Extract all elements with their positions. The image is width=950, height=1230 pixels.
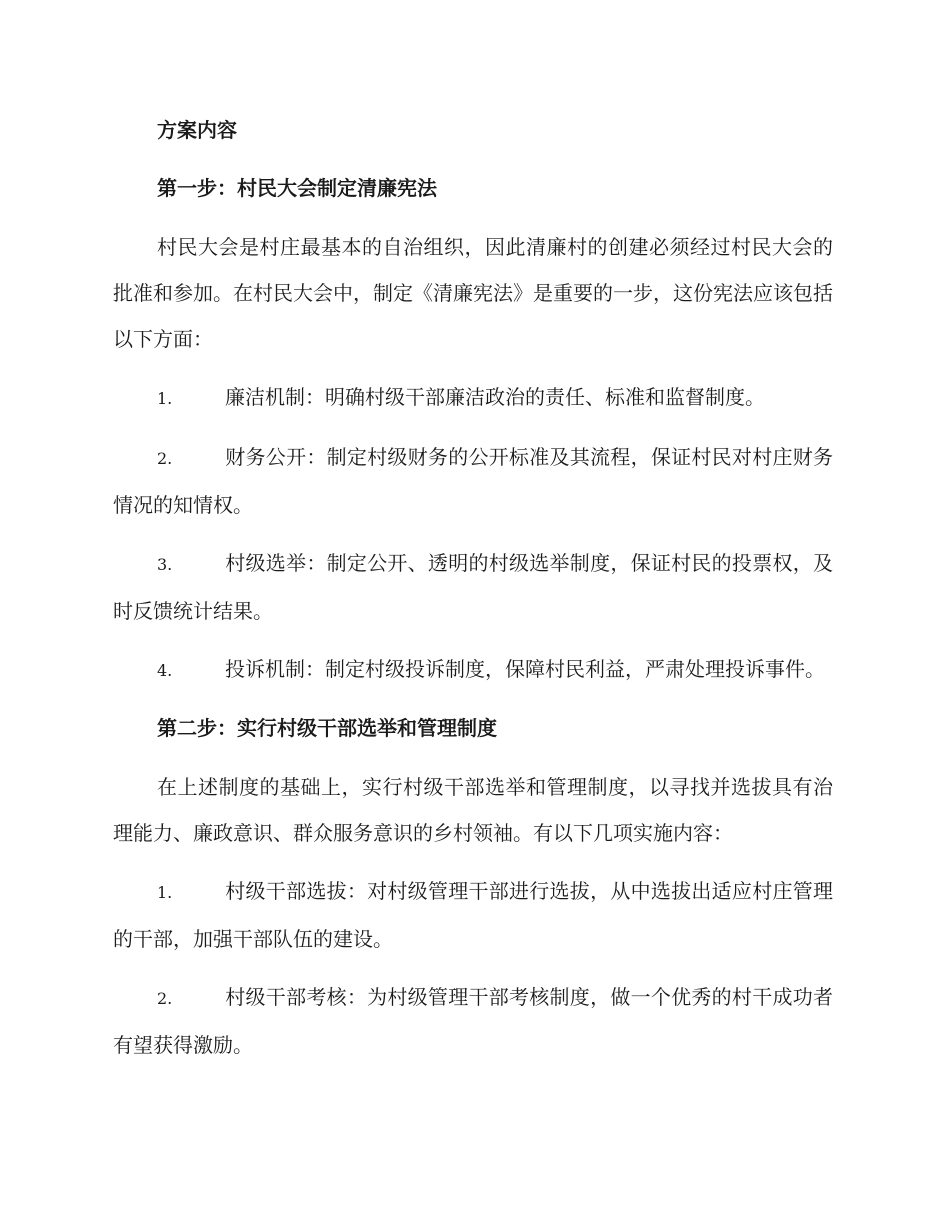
list-item-text: 村级干部选拔：对村级管理干部进行选拔，从中选拔出适应村庄管理的干部，加强干部队伍的建设。 [113,879,833,951]
list-item [113,974,833,1068]
list-item-text: 村级干部考核：为村级管理干部考核制度，做一个优秀的村干成功者有望获得激励。 [113,985,833,1057]
list-item [113,868,833,962]
list-item-number: 1. [157,389,173,408]
list-item [113,540,833,634]
list-item-number: 2. [157,449,173,468]
list-item-text: 投诉机制：制定村级投诉制度，保障村民利益，严肃处理投诉事件。 [225,657,825,681]
section-title: 方案内容 [157,118,237,142]
list-item [113,434,833,528]
document-page [113,108,833,1080]
list-item-text: 廉洁机制：明确村级干部廉洁政治的责任、标准和监督制度。 [225,385,765,409]
list-item-number: 2. [157,989,173,1008]
list-item-number: 4. [157,661,173,680]
step1-intro: 村民大会是村庄最基本的自治组织，因此清廉村的创建必须经过村民大会的批准和参加。在村民大会中，制定《清廉宪法》是重要的一步，这份宪法应该包括以下方面： [113,235,833,351]
list-item [113,646,833,694]
step2-heading: 第二步：实行村级干部选举和管理制度 [157,716,497,740]
step1-heading: 第一步：村民大会制定清廉宪法 [157,176,437,200]
list-item-number: 1. [157,883,173,902]
list-item [113,374,833,422]
step2-intro: 在上述制度的基础上，实行村级干部选举和管理制度，以寻找并选拔具有治理能力、廉政意识、群众服务意识的乡村领袖。有以下几项实施内容： [113,775,833,845]
list-item-number: 3. [157,555,173,574]
list-item-text: 财务公开：制定村级财务的公开标准及其流程，保证村民对村庄财务情况的知情权。 [113,445,833,517]
list-item-text: 村级选举：制定公开、透明的村级选举制度，保证村民的投票权，及时反馈统计结果。 [113,551,833,623]
